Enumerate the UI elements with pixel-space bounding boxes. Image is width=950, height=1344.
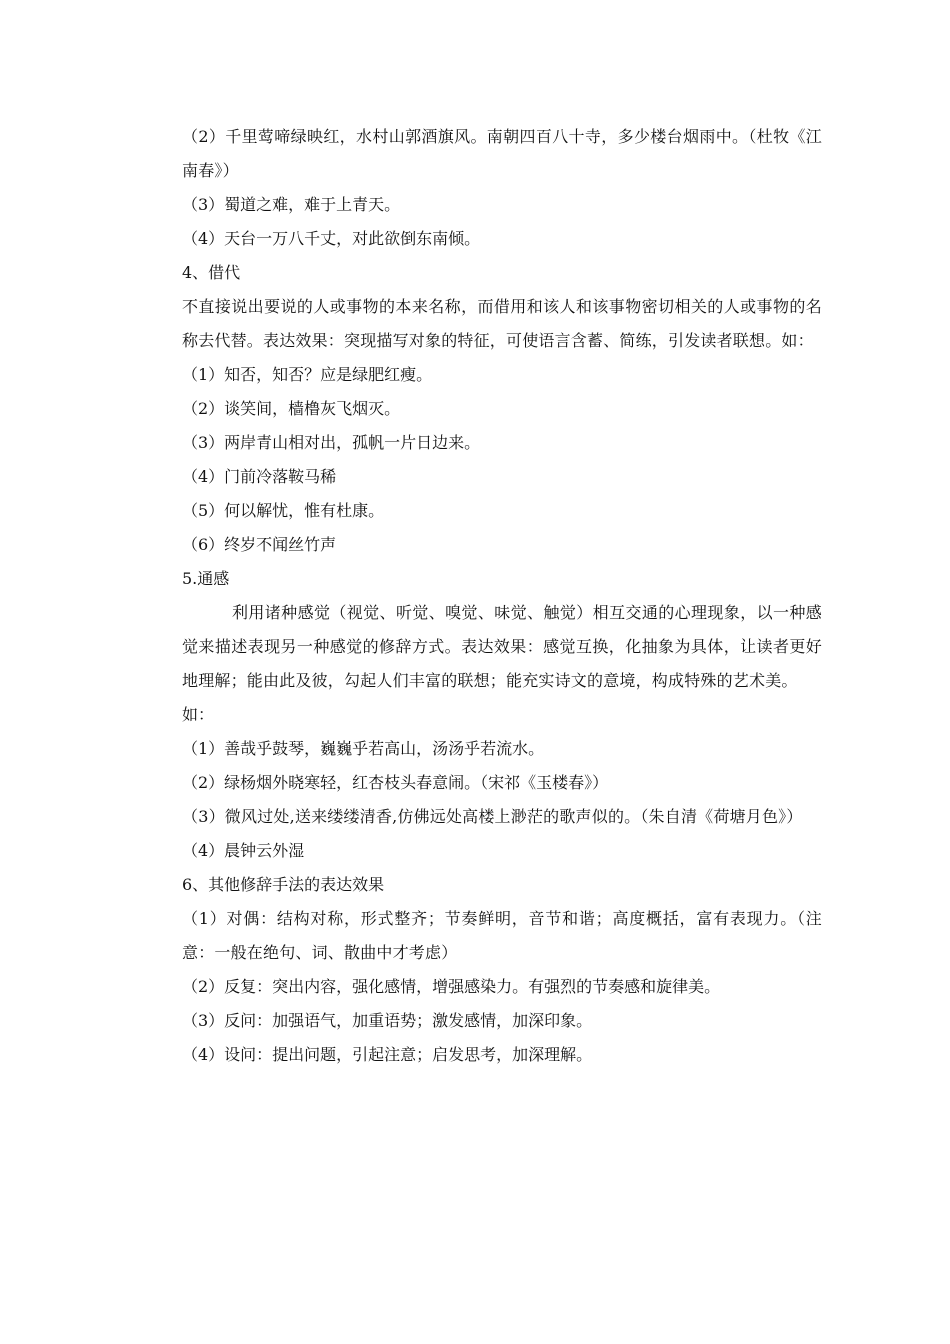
section-heading-other-devices: 6、其他修辞手法的表达效果 [182,875,385,894]
section-description: 不直接说出要说的人或事物的本来名称，而借用和该人和该事物密切相关的人或事物的名称去代替。表达效果：突现描写对象的特征，可使语言含蓄、简练，引发读者联想。如： [182,297,822,350]
example-item: （2）绿杨烟外晓寒轻，红杏枝头春意闹。（宋祁《玉楼春》） [182,773,609,792]
example-item: （3）微风过处,送来缕缕清香,仿佛远处高楼上渺茫的歌声似的。（朱自清《荷塘月色》） [182,807,803,826]
example-item: （4）设问：提出问题，引起注意；启发思考，加深理解。 [182,1045,593,1064]
example-item: （3）两岸青山相对出，孤帆一片日边来。 [182,433,481,452]
example-item: （2）千里莺啼绿映红，水村山郭酒旗风。南朝四百八十寺，多少楼台烟雨中。（杜牧《江南春》） [182,127,822,180]
document-body [182,120,822,1072]
example-item: （2）谈笑间，樯橹灰飞烟灭。 [182,399,401,418]
example-item: （1）知否，知否？应是绿肥红瘦。 [182,365,433,384]
section-description: 利用诸种感觉（视觉、听觉、嗅觉、味觉、触觉）相互交通的心理现象，以一种感觉来描述表现另一种感觉的修辞方式。表达效果：感觉互换，化抽象为具体，让读者更好地理解；能由此及彼，勾起人们丰富的联想；能充实诗文的意境，构成特殊的艺术美。 [182,603,822,690]
example-item: （3）反问：加强语气，加重语势；激发感情，加深印象。 [182,1011,593,1030]
example-item: （4）门前冷落鞍马稀 [182,467,337,486]
section-heading-synesthesia: 5.通感 [182,569,230,588]
examples-intro: 如： [182,705,215,724]
example-item: （1）对偶：结构对称，形式整齐；节奏鲜明，音节和谐；高度概括，富有表现力。（注意：一般在绝句、词、散曲中才考虑） [182,909,822,962]
example-item: （1）善哉乎鼓琴，巍巍乎若高山，汤汤乎若流水。 [182,739,545,758]
example-item: （4）晨钟云外湿 [182,841,305,860]
example-item: （5）何以解忧，惟有杜康。 [182,501,385,520]
example-item: （4）天台一万八千丈，对此欲倒东南倾。 [182,229,481,248]
section-heading-metonymy: 4、借代 [182,263,241,282]
example-item: （3）蜀道之难，难于上青天。 [182,195,401,214]
example-item: （6）终岁不闻丝竹声 [182,535,337,554]
example-item: （2）反复：突出内容，强化感情，增强感染力。有强烈的节奏感和旋律美。 [182,977,721,996]
